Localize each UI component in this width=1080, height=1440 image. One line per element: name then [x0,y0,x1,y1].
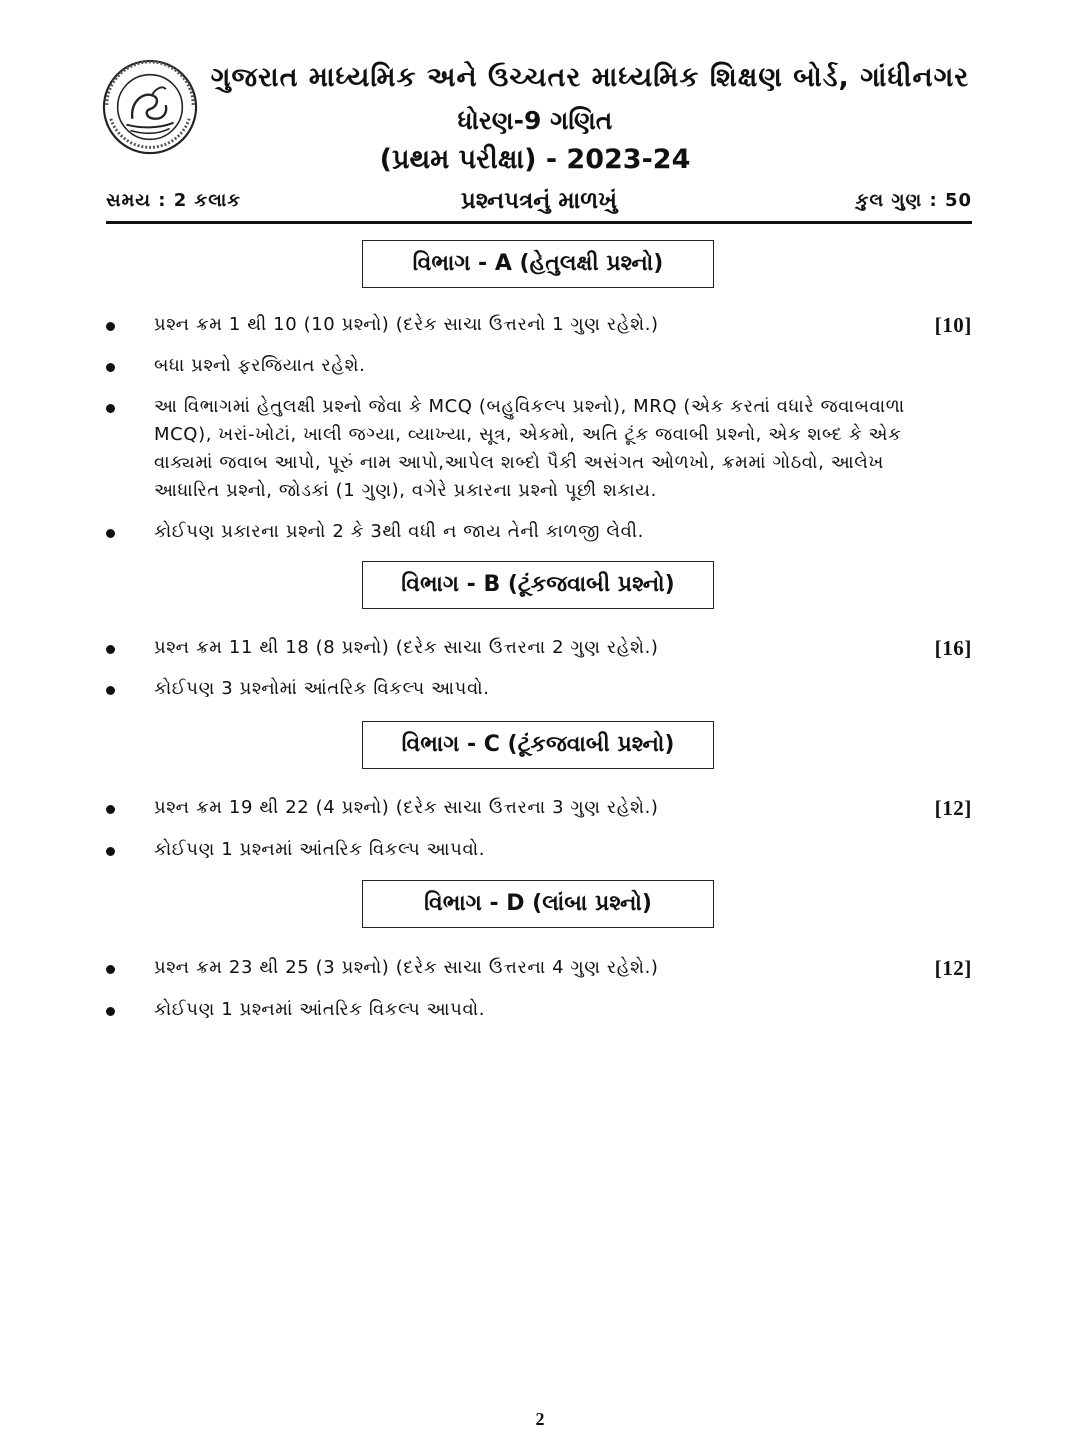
section-b-title: વિભાગ - B (ટૂંકજવાબી પ્રશ્નો) [362,561,714,609]
section-d-title: વિભાગ - D (લાંબા પ્રશ્નો) [362,880,714,928]
item-text: પ્રશ્ન ક્રમ 23 થી 25 (3 પ્રશ્નો) (દરેક સાચા ઉત્તરના 4 ગુણ રહેશે.) [154,957,659,978]
item-text: બધા પ્રશ્નો ફરજિયાત રહેશે. [154,355,366,376]
bullet-icon [106,645,115,654]
item-marks: [16] [934,636,972,660]
bullet-icon [106,805,115,814]
bullet-icon [106,965,115,974]
paper-structure-title: પ્રશ્નપત્રનું માળખું [460,188,618,214]
subject-title: ધોરણ-9 ગણિત [457,106,613,135]
bullet-icon [106,1007,115,1016]
exam-title: (પ્રથમ પરીક્ષા) - 2023-24 [379,144,691,175]
bullet-icon [106,404,115,413]
item-marks: [12] [934,796,972,820]
header-divider [106,221,972,224]
item-marks: [12] [934,956,972,980]
page-number: 2 [535,1409,545,1429]
item-marks: [10] [934,313,972,337]
item-text: આ વિભાગમાં હેતુલક્ષી પ્રશ્નો જેવા કે MCQ (બહુવિકલ્પ પ્રશ્નો), MRQ (એક કરતાં વધારે જવાબવાળા MCQ), ખરાં-ખોટાં, ખાલી જગ્યા, વ્યાખ્યા, સૂત્ર, એકમો, અતિ ટૂંક જવાબી પ્રશ્નો, એક શબ્દ કે એક વાક્યમાં જવાબ આપો, પૂરું નામ આપો,આપેલ શબ્દો પૈકી અસંગત ઓળખો, ક્રમમાં ગોઠવો, આલેખ આધારિત પ્રશ્નો, જોડકાં (1 ગુણ), વગેરે પ્રકારના પ્રશ્નો પૂછી શકાય. [154,396,905,501]
exam-time: સમય : 2 કલાક [106,190,241,211]
item-text: પ્રશ્ન ક્રમ 19 થી 22 (4 પ્રશ્નો) (દરેક સાચા ઉત્તરના 3 ગુણ રહેશે.) [154,797,659,818]
bullet-icon [106,363,115,372]
total-marks: કુલ ગુણ : 50 [855,190,972,211]
section-a-title: વિભાગ - A (હેતુલક્ષી પ્રશ્નો) [362,240,714,288]
bullet-icon [106,322,115,331]
item-text: પ્રશ્ન ક્રમ 1 થી 10 (10 પ્રશ્નો) (દરેક સાચા ઉત્તરનો 1 ગુણ રહેશે.) [154,314,659,335]
item-text: કોઈપણ 3 પ્રશ્નોમાં આંતરિક વિકલ્પ આપવો. [154,678,490,699]
section-c-title: વિભાગ - C (ટૂંકજવાબી પ્રશ્નો) [362,721,714,769]
bullet-icon [106,529,115,538]
item-text: પ્રશ્ન ક્રમ 11 થી 18 (8 પ્રશ્નો) (દરેક સાચા ઉત્તરના 2 ગુણ રહેશે.) [154,637,659,658]
bullet-icon [106,686,115,695]
bullet-icon [106,847,115,856]
item-text: કોઈપણ 1 પ્રશ્નમાં આંતરિક વિકલ્પ આપવો. [154,999,486,1020]
item-text: કોઈપણ પ્રકારના પ્રશ્નો 2 કે 3થી વધી ન જાય તેની કાળજી લેવી. [154,521,644,542]
board-name: ગુજરાત માધ્યમિક અને ઉચ્ચતર માધ્યમિક શિક્ષણ બોર્ડ, ગાંધીનગર [210,62,970,93]
item-text: કોઈપણ 1 પ્રશ્નમાં આંતરિક વિકલ્પ આપવો. [154,839,486,860]
exam-meta-row [106,188,972,220]
